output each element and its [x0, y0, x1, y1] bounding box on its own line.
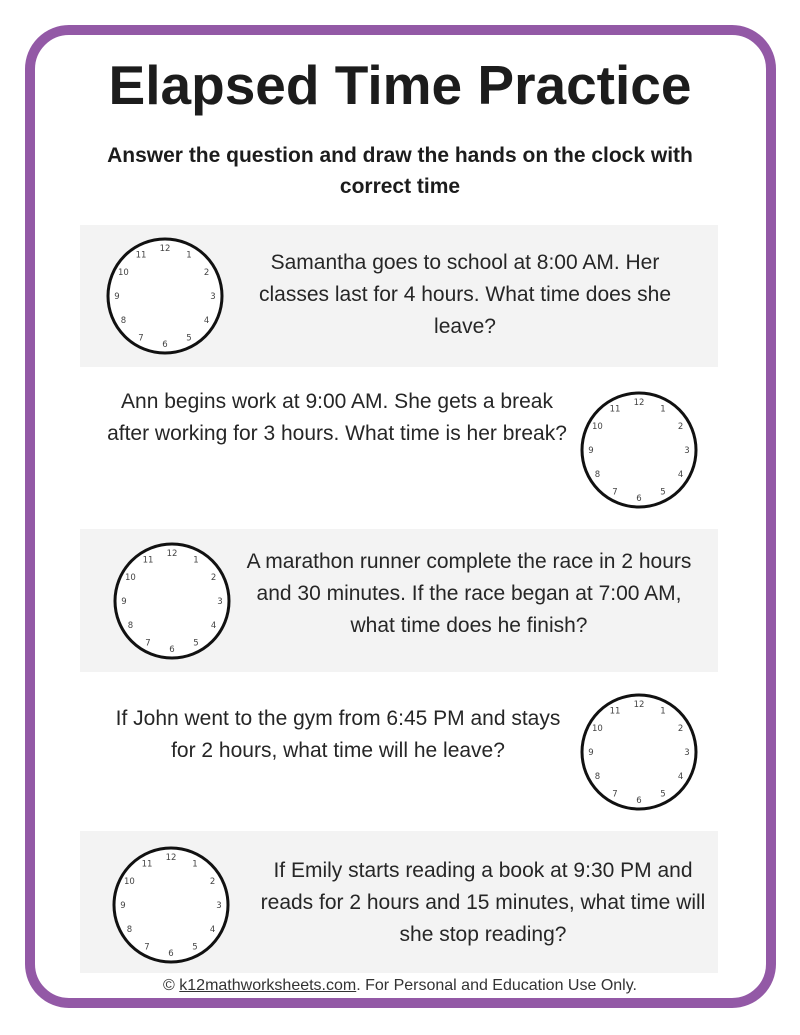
svg-text:9: 9	[121, 597, 127, 607]
svg-text:2: 2	[677, 724, 684, 734]
footer	[0, 975, 800, 997]
clock-face-icon[interactable]	[110, 844, 232, 966]
question-text-5: If Emily starts reading a book at 9:30 PM and reads for 2 hours and 15 minutes, what time will she stop reading?	[260, 859, 706, 946]
svg-text:1: 1	[193, 555, 199, 566]
svg-text:5: 5	[192, 942, 198, 953]
svg-text:12: 12	[159, 244, 171, 254]
svg-text:2: 2	[677, 422, 684, 432]
question-text-1: Samantha goes to school at 8:00 AM. Her classes last for 4 hours. What time does she leave?	[258, 251, 671, 338]
question-row-4	[80, 680, 718, 822]
question-row-5	[80, 831, 718, 973]
svg-text:3: 3	[684, 748, 690, 758]
svg-text:6: 6	[169, 645, 175, 655]
svg-text:9: 9	[114, 292, 120, 302]
copyright-symbol: ©	[163, 977, 175, 994]
clock-face-icon[interactable]	[578, 691, 700, 813]
svg-text:1: 1	[192, 859, 198, 870]
svg-text:5: 5	[660, 487, 666, 498]
svg-text:10: 10	[124, 573, 136, 583]
site-link[interactable]: k12mathworksheets.com	[179, 977, 357, 994]
svg-text:8: 8	[126, 925, 133, 935]
svg-text:3: 3	[217, 597, 223, 607]
worksheet-title: Elapsed Time Practice	[108, 54, 692, 116]
footer-notice: . For Personal and Education Use Only.	[356, 977, 637, 994]
svg-text:2: 2	[209, 877, 216, 887]
clock-face-icon[interactable]	[104, 235, 226, 357]
svg-text:6: 6	[636, 796, 642, 806]
svg-text:7: 7	[612, 789, 618, 800]
svg-text:8: 8	[594, 470, 601, 480]
svg-text:8: 8	[594, 772, 601, 782]
svg-text:12: 12	[165, 853, 177, 863]
svg-text:5: 5	[186, 333, 192, 344]
question-row-1	[80, 225, 718, 367]
svg-text:7: 7	[138, 333, 144, 344]
svg-text:4: 4	[677, 772, 684, 782]
worksheet-instructions: Answer the question and draw the hands on the clock with correct time	[107, 144, 693, 198]
svg-text:12: 12	[633, 700, 645, 710]
clock-face-icon[interactable]	[111, 540, 233, 662]
question-row-2	[80, 378, 718, 520]
svg-text:9: 9	[588, 748, 594, 758]
svg-text:1: 1	[186, 250, 192, 261]
svg-text:6: 6	[168, 949, 174, 959]
svg-text:7: 7	[144, 942, 150, 953]
svg-text:4: 4	[210, 621, 217, 631]
svg-text:7: 7	[612, 487, 618, 498]
svg-text:11: 11	[609, 404, 621, 415]
svg-text:5: 5	[193, 638, 199, 649]
question-text-2: Ann begins work at 9:00 AM. She gets a break after working for 3 hours. What time is her break?	[107, 390, 567, 445]
svg-text:10: 10	[591, 422, 603, 432]
svg-text:4: 4	[677, 470, 684, 480]
svg-text:2: 2	[203, 268, 210, 278]
svg-text:4: 4	[203, 316, 210, 326]
svg-text:7: 7	[145, 638, 151, 649]
svg-text:10: 10	[591, 724, 603, 734]
svg-text:12: 12	[166, 549, 178, 559]
svg-text:9: 9	[120, 901, 126, 911]
svg-text:11: 11	[141, 859, 153, 870]
svg-text:8: 8	[127, 621, 134, 631]
svg-text:1: 1	[660, 404, 666, 415]
svg-text:11: 11	[135, 250, 147, 261]
svg-text:1: 1	[660, 706, 666, 717]
svg-text:10: 10	[123, 877, 135, 887]
svg-text:8: 8	[120, 316, 127, 326]
question-row-3	[80, 529, 718, 672]
svg-text:3: 3	[684, 446, 690, 456]
question-text-3: A marathon runner complete the race in 2 hours and 30 minutes. If the race began at 7:00 AM, what time does he finish?	[246, 550, 692, 637]
svg-text:6: 6	[162, 340, 168, 350]
svg-text:3: 3	[216, 901, 222, 911]
svg-text:2: 2	[210, 573, 217, 583]
svg-text:5: 5	[660, 789, 666, 800]
svg-text:11: 11	[609, 706, 621, 717]
svg-text:3: 3	[210, 292, 216, 302]
svg-text:9: 9	[588, 446, 594, 456]
question-text-4: If John went to the gym from 6:45 PM and stays for 2 hours, what time will he leave?	[115, 707, 561, 762]
svg-text:4: 4	[209, 925, 216, 935]
svg-text:11: 11	[142, 555, 154, 566]
svg-text:10: 10	[117, 268, 129, 278]
clock-face-icon[interactable]	[578, 389, 700, 511]
svg-text:6: 6	[636, 494, 642, 504]
svg-text:12: 12	[633, 398, 645, 408]
